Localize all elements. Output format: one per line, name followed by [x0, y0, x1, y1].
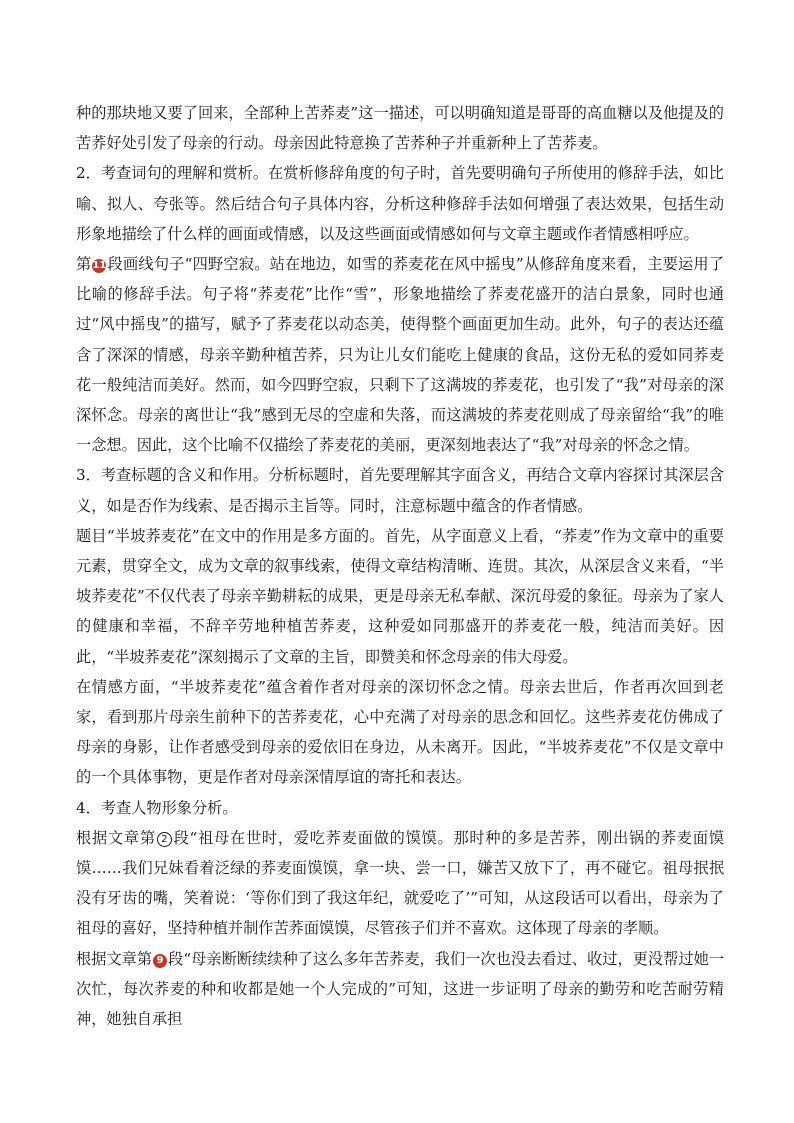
- paragraph-3-body: 段画线句子“四野空寂。站在地边，如雪的荞麦花在风中摇曳”从修辞角度来看，主要运用了比喻的修辞手法。句子将“荞麦花”比作“雪”，形象地描绘了荞麦花盛开的洁白景象，同时也通过“风中摇曳”的描写，赋予了荞麦花以动态美，使得整个画面更加生动。此外，句子的表达还蕴含了深深的情感，母亲辛勤种植苦荞，只为让儿女们能吃上健康的食品，这份无私的爱如同荞麦花一般纯洁而美好。然而，如今四野空寂，只剩下了这满坡的荞麦花，也引发了“我”对母亲的深深怀念。母亲的离世让“我”感到无尽的空虚和失落，而这满坡的荞麦花则成了母亲留给“我”的唯一念想。因此，这个比喻不仅描绘了荞麦花的美丽，更深刻地表达了“我”对母亲的怀念之情。: [76, 255, 725, 455]
- paragraph-8-body: 段“祖母在世时，爱吃荞麦面做的馍馍。那时种的多是苦荞，刚出锅的荞麦面馍馍……我们兄妹看着泛绿的荞麦面馍馍，拿一块、尝一口，嫌苦又放下了，再不碰它。祖母抿抿没有牙齿的嘴，笑着说：‘等你们到了我这年纪，就爱吃了’”可知，从这段话可以看出，母亲为了祖母的喜好，坚持种植并制作苦荞面馍馍，尽管孩子们并不喜欢。这体现了母亲的孝顺。: [76, 828, 725, 938]
- paragraph-9-pre: 根据文章第: [76, 949, 153, 968]
- paragraph-7: 4．考查人物形象分析。: [76, 798, 238, 817]
- paragraph-9-body: 段“母亲断断续续种了这么多年苦荞麦，我们一次也没去看过、收过，更没帮过她一次忙，每次荞麦的种和收都是她一个人完成的”可知，这进一步证明了母亲的勤劳和吃苦耐劳精神，她独自承担: [76, 949, 725, 1029]
- paragraph-number-badge: 2: [157, 832, 172, 847]
- paragraph-2: 2．考查词句的理解和赏析。在赏析修辞角度的句子时，首先要明确句子所使用的修辞手法，如比喻、拟人、夸张等。然后结合句子具体内容，分析这种修辞手法如何增强了表达效果，包括生动形象地描绘了什么样的画面或情感，以及这些画面或情感如何与文章主题或作者情感相呼应。: [76, 164, 724, 243]
- paragraph-6: 在情感方面，“半坡荞麦花”蕴含着作者对母亲的深切怀念之情。母亲去世后，作者再次回到老家，看到那片母亲生前种下的苦荞麦花，心中充满了对母亲的思念和回忆。这些荞麦花仿佛成了母亲的身影，让作者感受到母亲的爱依旧在身边，从未离开。因此，“半坡荞麦花”不仅是文章中的一个具体事物，更是作者对母亲深情厚谊的寄托和表达。: [76, 677, 724, 787]
- paragraph-3-pre: 第: [76, 255, 92, 274]
- paragraph-9: [76, 944, 724, 1035]
- paragraph-4: 3．考查标题的含义和作用。分析标题时，首先要理解其字面含义，再结合文章内容探讨其深层含义，如是否作为线索、是否揭示主旨等。同时，注意标题中蕴含的作者情感。: [76, 466, 724, 515]
- paragraph-1: 种的那块地又要了回来，全部种上苦荞麦”这一描述，可以明确知道是哥哥的高血糖以及他提及的苦荞好处引发了母亲的行动。母亲因此特意换了苦荞种子并重新种上了苦荞麦。: [76, 104, 724, 153]
- paragraph-number-badge: 11: [92, 260, 107, 272]
- paragraph-3: [76, 249, 724, 460]
- document-page: [76, 98, 724, 1034]
- paragraph-number-badge: 9: [153, 954, 167, 968]
- paragraph-8-pre: 根据文章第: [76, 828, 156, 847]
- paragraph-5: 题目“半坡荞麦花”在文中的作用是多方面的。首先，从字面意义上看，“荞麦”作为文章中的重要元素，贯穿全文，成为文章的叙事线索，使得文章结构清晰、连贯。其次，从深层含义来看，“半坡荞麦花”不仅代表了母亲辛勤耕耘的成果，更是母亲无私奉献、深沉母爱的象征。母亲为了家人的健康和幸福，不辞辛劳地种植苦荞麦，这种爱如同那盛开的荞麦花一般，纯洁而美好。因此，“半坡荞麦花”深刻揭示了文章的主旨，即赞美和怀念母亲的伟大母爱。: [76, 526, 724, 666]
- paragraph-8: [76, 823, 724, 944]
